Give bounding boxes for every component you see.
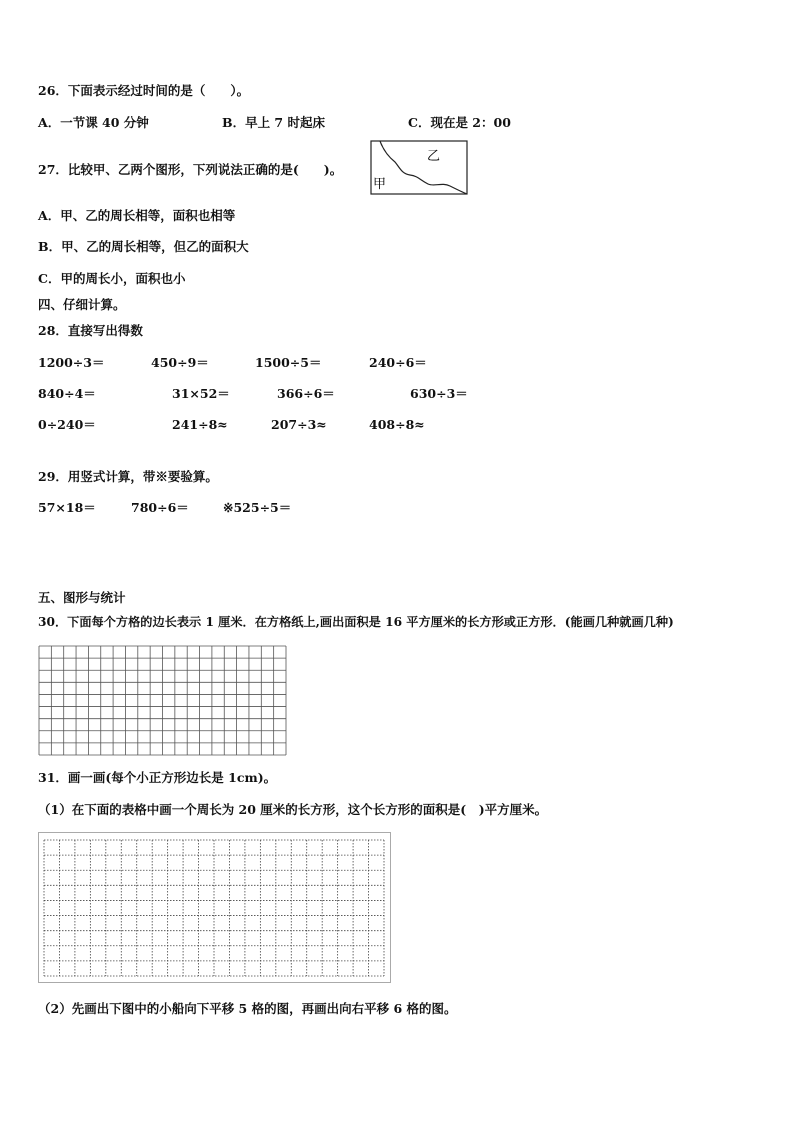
q28-r2c4: 630÷3＝ bbox=[410, 386, 468, 401]
q27-option-b: B．甲、乙的周长相等，但乙的面积大 bbox=[38, 239, 249, 254]
q26-stem: 26．下面表示经过时间的是（ ）。 bbox=[38, 83, 250, 98]
q27-label-yi: 乙 bbox=[427, 149, 441, 164]
q28-r3c1: 0÷240＝ bbox=[38, 417, 96, 432]
section-4-heading: 四、仔细计算。 bbox=[38, 297, 126, 312]
q28-r3c3: 207÷3≈ bbox=[271, 417, 327, 432]
q29-item-1: 57×18＝ bbox=[38, 500, 96, 515]
q30-grid bbox=[38, 645, 287, 756]
q28-r1c2: 450÷9＝ bbox=[151, 355, 209, 370]
q28-r1c1: 1200÷3＝ bbox=[38, 355, 105, 370]
q31-sub1: （1）在下面的表格中画一个周长为 20 厘米的长方形，这个长方形的面积是( )平方厘米。 bbox=[38, 802, 548, 817]
q27-option-c: C．甲的周长小，面积也小 bbox=[38, 271, 186, 286]
q31-grid bbox=[38, 832, 392, 984]
q28-r1c3: 1500÷5＝ bbox=[255, 355, 322, 370]
q28-r3c4: 408÷8≈ bbox=[369, 417, 425, 432]
q31-sub2: （2）先画出下图中的小船向下平移 5 格的图，再画出向右平移 6 格的图。 bbox=[38, 1001, 457, 1016]
q26-option-c: C．现在是 2：00 bbox=[408, 115, 511, 130]
q27-stem: 27．比较甲、乙两个图形，下列说法正确的是( )。 bbox=[38, 162, 343, 177]
q26-option-b: B．早上 7 时起床 bbox=[222, 115, 325, 130]
q28-r2c2: 31×52＝ bbox=[172, 386, 230, 401]
q28-r1c4: 240÷6＝ bbox=[369, 355, 427, 370]
q28-r2c1: 840÷4＝ bbox=[38, 386, 96, 401]
q28-r3c2: 241÷8≈ bbox=[172, 417, 228, 432]
q26-option-a: A．一节课 40 分钟 bbox=[38, 115, 149, 130]
q28-r2c3: 366÷6＝ bbox=[277, 386, 335, 401]
q28-stem: 28．直接写出得数 bbox=[38, 323, 143, 338]
q29-item-2: 780÷6＝ bbox=[131, 500, 189, 515]
section-5-heading: 五、图形与统计 bbox=[38, 590, 126, 605]
q29-item-3: ※525÷5＝ bbox=[223, 500, 292, 515]
q31-stem: 31．画一画(每个小正方形边长是 1cm)。 bbox=[38, 770, 277, 785]
q29-stem: 29．用竖式计算，带※要验算。 bbox=[38, 469, 218, 484]
q27-curve bbox=[380, 141, 467, 194]
q27-option-a: A．甲、乙的周长相等，面积也相等 bbox=[38, 208, 236, 223]
q30-stem: 30．下面每个方格的边长表示 1 厘米．在方格纸上,画出面积是 16 平方厘米的长方形或正方形．(能画几种就画几种) bbox=[38, 615, 674, 629]
q27-figure bbox=[370, 140, 470, 196]
q27-label-jia: 甲 bbox=[373, 177, 387, 192]
